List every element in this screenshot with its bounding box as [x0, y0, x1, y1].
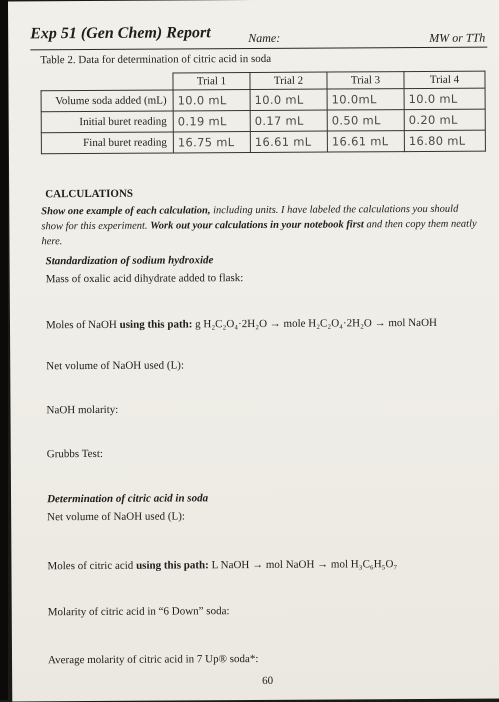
row-label: Final buret reading [41, 132, 173, 154]
standardization-heading: Standardization of sodium hydroxide [45, 254, 214, 268]
net-volume-prompt: Net volume of NaOH used (L): [46, 359, 185, 373]
instruction-emphasis: Work out your calculations in your notebook first [150, 219, 364, 232]
net-volume-prompt-2: Net volume of NaOH used (L): [47, 510, 185, 524]
handwritten-entry: 16.75 mL [173, 132, 250, 153]
conversion-path: g H₂C₂O₄·2H₂O → mole H₂C₂O₄·2H₂O → mol NaOH [192, 316, 437, 331]
table-row [41, 130, 485, 154]
header-rule [30, 47, 487, 51]
moles-citric-prompt [47, 557, 397, 574]
table-corner [41, 73, 173, 91]
handwritten-entry: 0.19 mL [173, 111, 250, 132]
table-row [41, 109, 485, 133]
name-label: Name: [248, 30, 281, 46]
citric-molarity-prompt: Molarity of citric acid in “6 Down” soda: [47, 605, 230, 619]
prompt-emphasis: using this path: [119, 318, 193, 331]
handwritten-entry: 10.0 mL [404, 88, 485, 109]
column-header: Trial 1 [173, 73, 250, 90]
handwritten-entry: 16.80 mL [404, 130, 485, 151]
handwritten-entry: 10.0 mL [173, 90, 250, 111]
row-label: Initial buret reading [41, 111, 173, 133]
table-caption: Table 2. Data for determination of citric acid in soda [40, 52, 272, 67]
handwritten-entry: 10.0 mL [250, 89, 327, 110]
column-header: Trial 2 [250, 72, 327, 89]
handwritten-entry: 16.61 mL [327, 131, 404, 152]
report-title: Exp 51 (Gen Chem) Report [30, 24, 211, 43]
calculations-heading: CALCULATIONS [45, 187, 134, 201]
page-edge-shadow [0, 0, 8, 700]
instruction-text: including units. I have labeled the calculations you should show for this experiment. [41, 203, 459, 233]
instruction-emphasis: Show one example of each calculation, [41, 205, 211, 218]
moles-naoh-prompt [46, 316, 437, 333]
column-header: Trial 4 [404, 71, 485, 88]
average-molarity-prompt: Average molarity of citric acid in 7 Up® soda*: [47, 652, 259, 667]
handwritten-entry: 0.20 mL [404, 109, 485, 130]
prompt-text: Moles of NaOH [45, 318, 120, 332]
row-label: Volume soda added (mL) [41, 90, 173, 112]
mass-oxalic-prompt: Mass of oxalic acid dihydrate added to flask: [45, 272, 244, 286]
prompt-emphasis: using this path: [136, 559, 209, 572]
handwritten-entry: 0.17 mL [250, 110, 327, 131]
prompt-text: Moles of citric acid [47, 559, 137, 573]
citric-acid-heading: Determination of citric acid in soda [47, 492, 209, 506]
handwritten-entry: 0.50 mL [327, 110, 404, 131]
worksheet-page [8, 0, 499, 701]
citric-acid-data-table [40, 71, 485, 155]
conversion-path: L NaOH → mol NaOH → mol H₃C₆H₅O₇ [208, 558, 398, 572]
page-number: 60 [262, 674, 274, 687]
calculation-instructions [41, 202, 481, 250]
section-label: MW or TTh [429, 30, 486, 45]
naoh-molarity-prompt: NaOH molarity: [46, 403, 119, 417]
column-header: Trial 3 [327, 72, 404, 89]
instruction-text: and then copy them neatly here. [41, 218, 477, 248]
table-row [41, 88, 485, 112]
handwritten-entry: 10.0mL [327, 89, 404, 110]
handwritten-entry: 16.61 mL [250, 131, 327, 152]
grubbs-test-prompt: Grubbs Test: [46, 447, 103, 461]
